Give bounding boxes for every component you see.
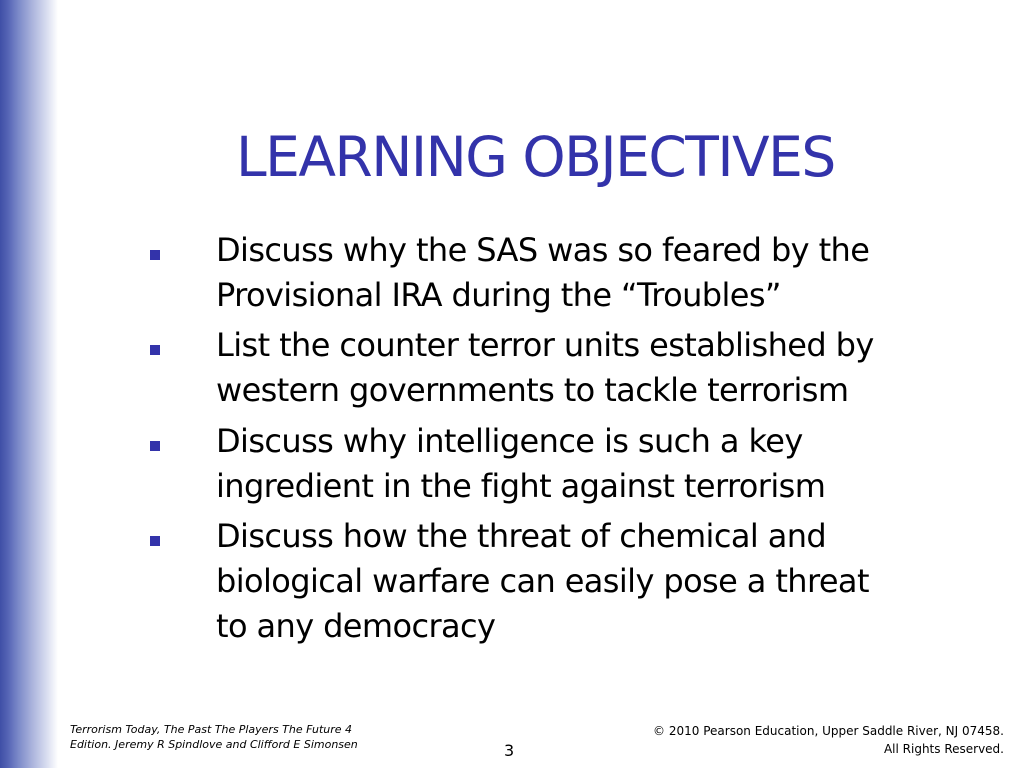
book-citation: [70, 722, 358, 752]
objective-line: Discuss why intelligence is such a key: [216, 422, 803, 460]
copyright-line: All Rights Reserved.: [883, 742, 1004, 756]
square-bullet-icon: [150, 536, 160, 546]
square-bullet-icon: [150, 345, 160, 355]
citation-line: Edition. Jeremy R Spindlove and Clifford E Simonsen: [70, 738, 358, 751]
square-bullet-icon: [150, 441, 160, 451]
page-number: 3: [504, 741, 515, 760]
copyright-notice: [653, 722, 1004, 758]
objective-line: to any democracy: [216, 607, 496, 645]
objective-line: Discuss how the threat of chemical and: [216, 517, 827, 555]
objective-text: [216, 514, 986, 649]
objective-line: ingredient in the fight against terrorism: [216, 467, 826, 505]
objective-line: List the counter terror units established by: [216, 326, 874, 364]
objective-line: Provisional IRA during the “Troubles”: [216, 276, 781, 314]
objective-line: western governments to tackle terrorism: [216, 371, 849, 409]
slide-title: LEARNING OBJECTIVES: [236, 125, 835, 189]
citation-line: Terrorism Today, The Past The Players The Future 4: [70, 723, 353, 736]
slide-side-band: [0, 0, 58, 768]
square-bullet-icon: [150, 250, 160, 260]
copyright-line: © 2010 Pearson Education, Upper Saddle River, NJ 07458.: [653, 724, 1004, 738]
objective-line: biological warfare can easily pose a threat: [216, 562, 869, 600]
objective-text: [216, 419, 986, 509]
objective-text: [216, 228, 986, 318]
objective-text: [216, 323, 986, 413]
objective-line: Discuss why the SAS was so feared by the: [216, 231, 870, 269]
